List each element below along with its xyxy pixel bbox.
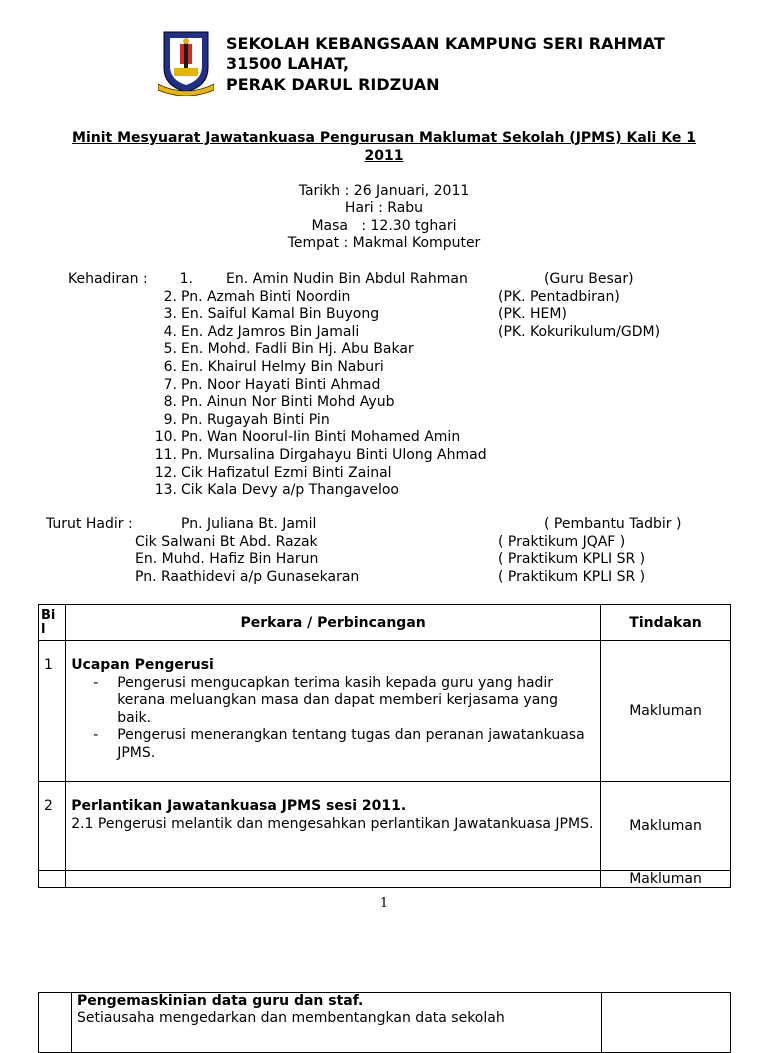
row-perkara <box>71 993 601 1053</box>
minutes-table <box>38 604 731 888</box>
attendee-number: 2. <box>163 288 177 305</box>
attendee-number: 1. <box>179 271 193 287</box>
attendee-name: Pn. Noor Hayati Binti Ahmad <box>181 376 381 393</box>
attendee-number: 7. <box>163 376 177 393</box>
row-tindakan: Makluman <box>601 641 731 782</box>
row-tindakan: Makluman <box>601 871 731 888</box>
meeting-day: Hari : Rabu <box>344 200 424 216</box>
attendee-number: 6. <box>163 359 177 375</box>
document-title-year: 2011 <box>364 148 404 164</box>
row-text: 2.1 Pengerusi melantik dan mengesahkan perlantikan Jawatankuasa JPMS. <box>71 815 594 832</box>
attendee-number: 11. <box>154 447 177 463</box>
header-perkara: Perkara / Perbincangan <box>66 605 601 641</box>
attendee-number: 4. <box>163 323 177 340</box>
guest-role: ( Praktikum KPLI SR ) <box>498 551 646 568</box>
row-perkara <box>66 641 601 782</box>
page-number: 1 <box>379 896 389 911</box>
guest-role: ( Praktikum JQAF ) <box>498 533 626 550</box>
attendee-number: 9. <box>163 411 177 428</box>
attendee-role: (PK. Kokurikulum/GDM) <box>498 323 661 340</box>
attendee-name: Pn. Ainun Nor Binti Mohd Ayub <box>181 394 395 411</box>
row-bil: 2 <box>39 782 66 871</box>
guest-name: Pn. Juliana Bt. Jamil <box>181 516 317 532</box>
row-title: Ucapan Pengerusi <box>71 657 214 673</box>
row-title: Perlantikan Jawatankuasa JPMS sesi 2011. <box>71 798 407 814</box>
row-bil <box>39 871 66 888</box>
row-bil <box>39 993 72 1053</box>
row-tindakan <box>602 993 731 1053</box>
document-title: Minit Mesyuarat Jawatankuasa Pengurusan Maklumat Sekolah (JPMS) Kali Ke 1 <box>72 130 696 146</box>
attendee-name: En. Saiful Kamal Bin Buyong <box>181 306 380 323</box>
table-row <box>39 641 731 782</box>
attendee-name: En. Khairul Helmy Bin Naburi <box>181 359 384 375</box>
attendee-name: Cik Kala Devy a/p Thangaveloo <box>181 482 399 499</box>
row-bil: 1 <box>39 641 66 782</box>
also-present-label: Turut Hadir : <box>46 516 133 532</box>
attendance-label: Kehadiran : <box>68 271 148 287</box>
guest-name: Cik Salwani Bt Abd. Razak <box>135 533 318 550</box>
guest-name: Pn. Raathidevi a/p Gunasekaran <box>135 568 360 585</box>
guest-role: ( Pembantu Tadbir ) <box>544 516 682 532</box>
bullet-item: - Pengerusi mengucapkan terima kasih kepada guru yang hadir kerana meluangkan masa dan dapat memberi kerjasama yang baik. <box>93 675 595 728</box>
attendee-number: 5. <box>163 341 177 358</box>
table-row <box>39 782 731 871</box>
school-address-line1: 31500 LAHAT, <box>226 54 350 73</box>
attendee-role: (PK. Pentadbiran) <box>498 288 620 305</box>
bullet-item: - Pengerusi menerangkan tentang tugas dan peranan jawatankuasa JPMS. <box>93 727 595 762</box>
row-title: Pengemaskinian data guru dan staf. <box>76 993 364 1009</box>
meeting-time: Masa : 12.30 tghari <box>311 218 457 234</box>
attendee-role: (Guru Besar) <box>544 271 634 287</box>
row-bullets <box>71 675 595 763</box>
attendee-name: En. Amin Nudin Bin Abdul Rahman <box>226 271 468 287</box>
guest-name: En. Muhd. Hafiz Bin Harun <box>135 551 319 568</box>
attendee-number: 12. <box>154 464 177 481</box>
minutes-table-continued <box>38 992 731 1053</box>
meeting-place: Tempat : Makmal Komputer <box>287 235 481 251</box>
attendee-number: 3. <box>163 306 177 323</box>
attendee-name: Pn. Azmah Binti Noordin <box>181 288 351 305</box>
attendee-number: 13. <box>154 482 177 499</box>
attendee-name: En. Mohd. Fadli Bin Hj. Abu Bakar <box>181 341 414 358</box>
meeting-date: Tarikh : 26 Januari, 2011 <box>298 183 470 199</box>
table-row <box>39 871 731 888</box>
header-bil: Bi l <box>39 605 66 641</box>
attendee-number: 8. <box>163 394 177 411</box>
table-row <box>39 993 731 1053</box>
row-tindakan: Makluman <box>601 782 731 871</box>
attendee-name: En. Adz Jamros Bin Jamali <box>181 323 360 340</box>
attendee-name: Pn. Rugayah Binti Pin <box>181 411 330 428</box>
header-tindakan: Tindakan <box>601 605 731 641</box>
table-header-row <box>39 605 731 641</box>
row-text: Setiausaha mengedarkan dan membentangkan data sekolah <box>76 1010 505 1026</box>
school-address-line2: PERAK DARUL RIDZUAN <box>226 75 440 94</box>
attendee-name: Cik Hafizatul Ezmi Binti Zainal <box>181 464 392 481</box>
attendee-role: (PK. HEM) <box>498 306 567 323</box>
school-name: SEKOLAH KEBANGSAAN KAMPUNG SERI RAHMAT <box>226 34 665 53</box>
attendee-name: Pn. Wan Noorul-Iin Binti Mohamed Amin <box>181 429 461 446</box>
school-crest-logo <box>158 28 214 96</box>
row-perkara <box>66 871 601 888</box>
attendee-number: 10. <box>154 429 177 446</box>
row-perkara <box>66 782 601 871</box>
attendee-name: Pn. Mursalina Dirgahayu Binti Ulong Ahmad <box>181 447 487 463</box>
guest-role: ( Praktikum KPLI SR ) <box>498 568 646 585</box>
